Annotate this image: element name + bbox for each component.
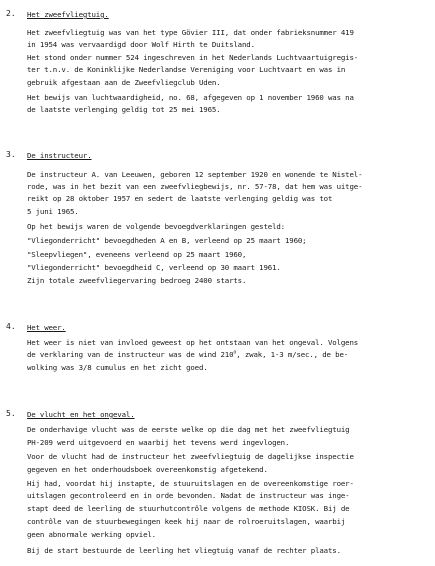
text-line: PH-209 werd uitgevoerd en waarbij het tevens werd ingevlogen. [27,438,290,447]
section-number: 2. [6,9,16,18]
text-line: Hij had, voordat hij instapte, de stuuruitslagen en de overeenkomstige roer- [27,479,354,488]
text-line: "Vliegonderricht" bevoegdheid C, verleend op 30 maart 1961. [27,263,281,272]
text-line: Zijn totale zweefvliegervaring bedroeg 2400 starts. [27,276,247,285]
text-line: 5 juni 1965. [27,207,79,216]
text-line: gebruik afgestaan aan de Zweefvliegclub Uden. [27,78,221,87]
text-segment: de verklaring van de instructeur was de wind 210 [27,350,234,359]
text-line: geen abnormale werking opviel. [27,530,156,539]
text-segment: , zwak, 1-3 m/sec., de be- [236,350,349,359]
text-line: "Vliegonderricht" bevoegdheden A en B, verleend op 25 maart 1960; [27,236,307,245]
text-line: Het stond onder nummer 524 ingeschreven in het Nederlands Luchtvaartuigregis- [27,53,359,62]
section-number: 5. [6,409,16,418]
text-line: ter t.n.v. de Koninklijke Nederlandse Vereniging voor Luchtvaart en was in [27,65,346,74]
text-line: Voor de vlucht had de instructeur het zweefvliegtuig de dagelijkse inspectie [27,452,354,461]
section-number: 4. [6,322,16,331]
text-line: de laatste verlenging geldig tot 25 mei 1965. [27,105,221,114]
text-line: Het weer is niet van invloed geweest op het ontstaan van het ongeval. Volgens [27,338,359,347]
text-line: Het bewijs van luchtwaardigheid, no. 68, afgegeven op 1 november 1960 was na [27,93,354,102]
section-title: Het zweefvliegtuig. [27,10,109,19]
section-title: De instructeur. [27,151,92,160]
degree-superscript: o [233,349,237,356]
text-line: in 1954 was vervaardigd door Wolf Hirth te Duitsland. [27,40,255,49]
text-line: De instructeur A. van Leeuwen, geboren 12 september 1920 en wonende te Nistel- [27,170,363,179]
text-line: Bij de start bestuurde de leerling het vliegtuig vanaf de rechter plaats. [27,546,341,555]
section-number: 3. [6,150,16,159]
text-line: stapt deed de leerling de stuurhutcontrôle volgens de methode KIOSK. Bij de [27,504,350,513]
text-line: De onderhavige vlucht was de eerste welke op die dag met het zweefvliegtuig [27,425,350,434]
text-line: reikt op 28 oktober 1957 en sedert de laatste verlenging geldig was tot [27,194,333,203]
section-title: De vlucht en het ongeval. [27,410,135,419]
text-line: rode, was in het bezit van een zweefvliegbewijs, nr. 57-78, dat hem was uitge- [27,182,363,191]
section-title: Het weer. [27,323,66,332]
text-line: Op het bewijs waren de volgende bevoegdverklaringen gesteld: [27,222,285,231]
text-line-with-superscript [27,350,348,359]
text-line: "Sleepvliegen", eveneens verleend op 25 maart 1960, [27,250,247,259]
text-line: uitslagen gecontroleerd en in orde bevonden. Nadat de instructeur was inge- [27,491,350,500]
text-line: wolking was 3/8 cumulus en het zicht goed. [27,363,208,372]
text-line: contrôle van de stuurbewegingen keek hij naar de rolroeruitslagen, waarbij [27,517,346,526]
text-line: Het zweefvliegtuig was van het type Gövier III, dat onder fabrieksnummer 419 [27,28,354,37]
text-line: gegeven en het onderhoudsboek overeenkomstig afgetekend. [27,465,268,474]
